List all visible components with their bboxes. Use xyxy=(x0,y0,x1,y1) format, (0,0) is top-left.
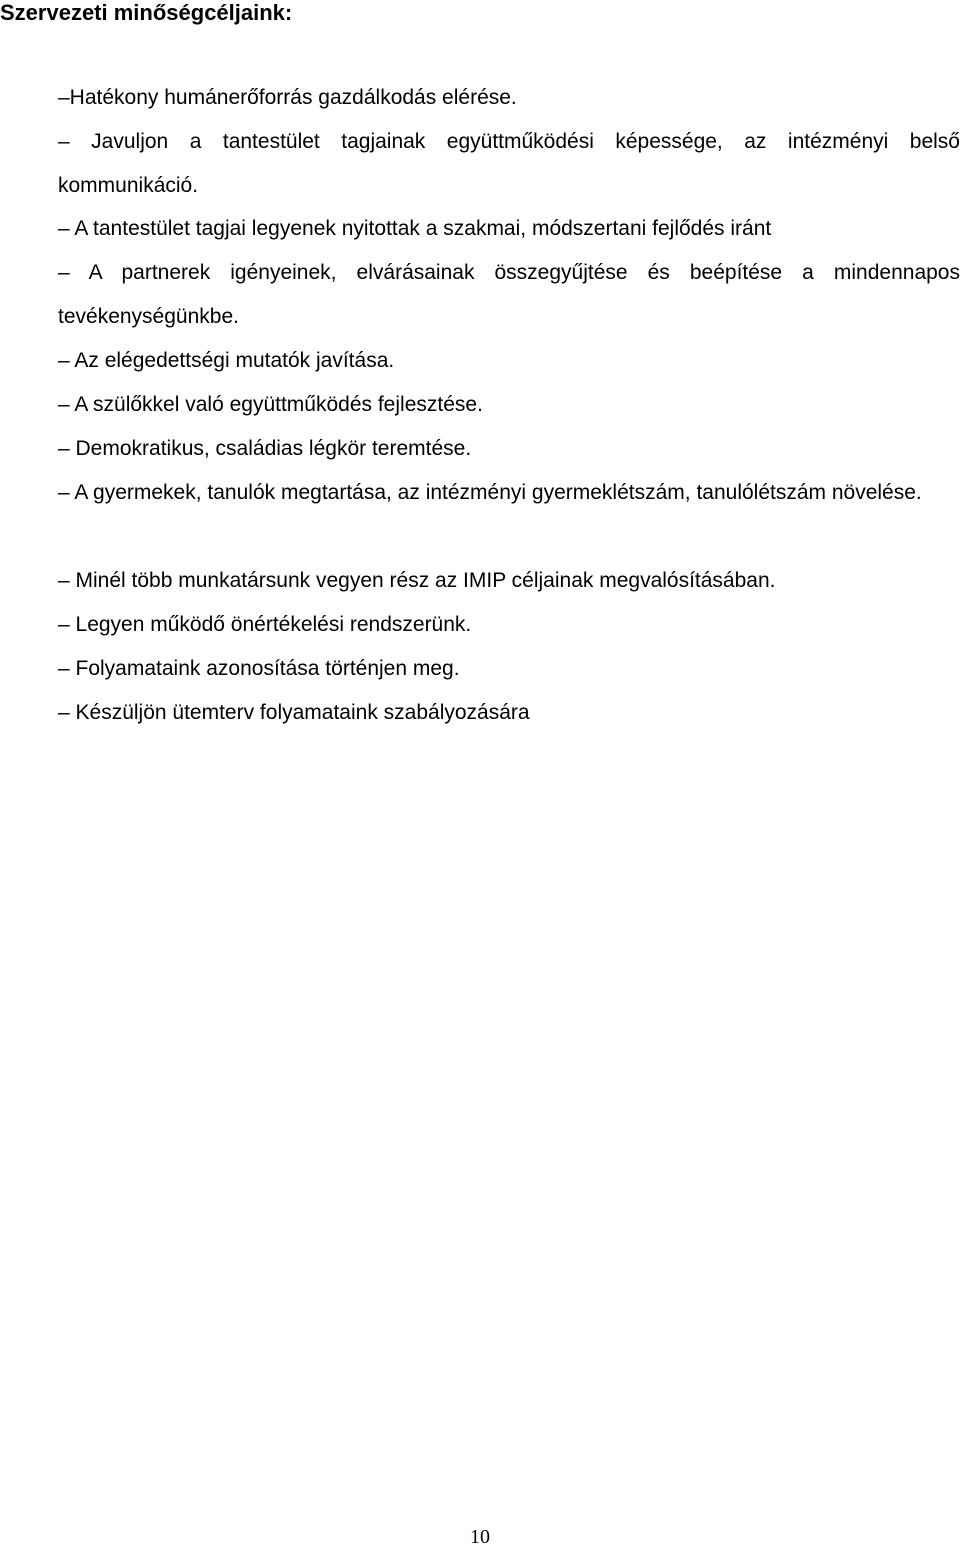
section-heading: Szervezeti minőségcéljaink: xyxy=(0,0,293,25)
goal-item: – Minél több munkatársunk vegyen rész az IMIP céljainak megvalósításában. xyxy=(58,569,776,592)
goal-item: – Legyen működő önértékelési rendszerünk. xyxy=(58,613,472,636)
goal-item: – A partnerek igényeinek, elvárásainak összegyűjtése és beépítése a mindennapos tevékenységünkbe. xyxy=(58,261,960,328)
goal-item: –Hatékony humánerőforrás gazdálkodás elérése. xyxy=(58,86,517,109)
goal-item: – Az elégedettségi mutatók javítása. xyxy=(58,349,395,372)
goal-item: – A gyermekek, tanulók megtartása, az intézményi gyermeklétszám, tanulólétszám növelése. xyxy=(58,481,922,504)
goal-item: – Demokratikus, családias légkör teremtése. xyxy=(58,437,472,460)
page-number: 10 xyxy=(470,1526,490,1548)
goal-item: – Folyamataink azonosítása történjen meg. xyxy=(58,657,460,680)
goal-item: – Javuljon a tantestület tagjainak együttműködési képessége, az intézményi belső kommunikáció. xyxy=(58,130,960,197)
goal-item: – A tantestület tagjai legyenek nyitottak a szakmai, módszertani fejlődés iránt xyxy=(58,217,772,240)
goal-item: – A szülőkkel való együttműködés fejlesztése. xyxy=(58,393,483,416)
goal-item: – Készüljön ütemterv folyamataink szabályozására xyxy=(58,701,530,724)
